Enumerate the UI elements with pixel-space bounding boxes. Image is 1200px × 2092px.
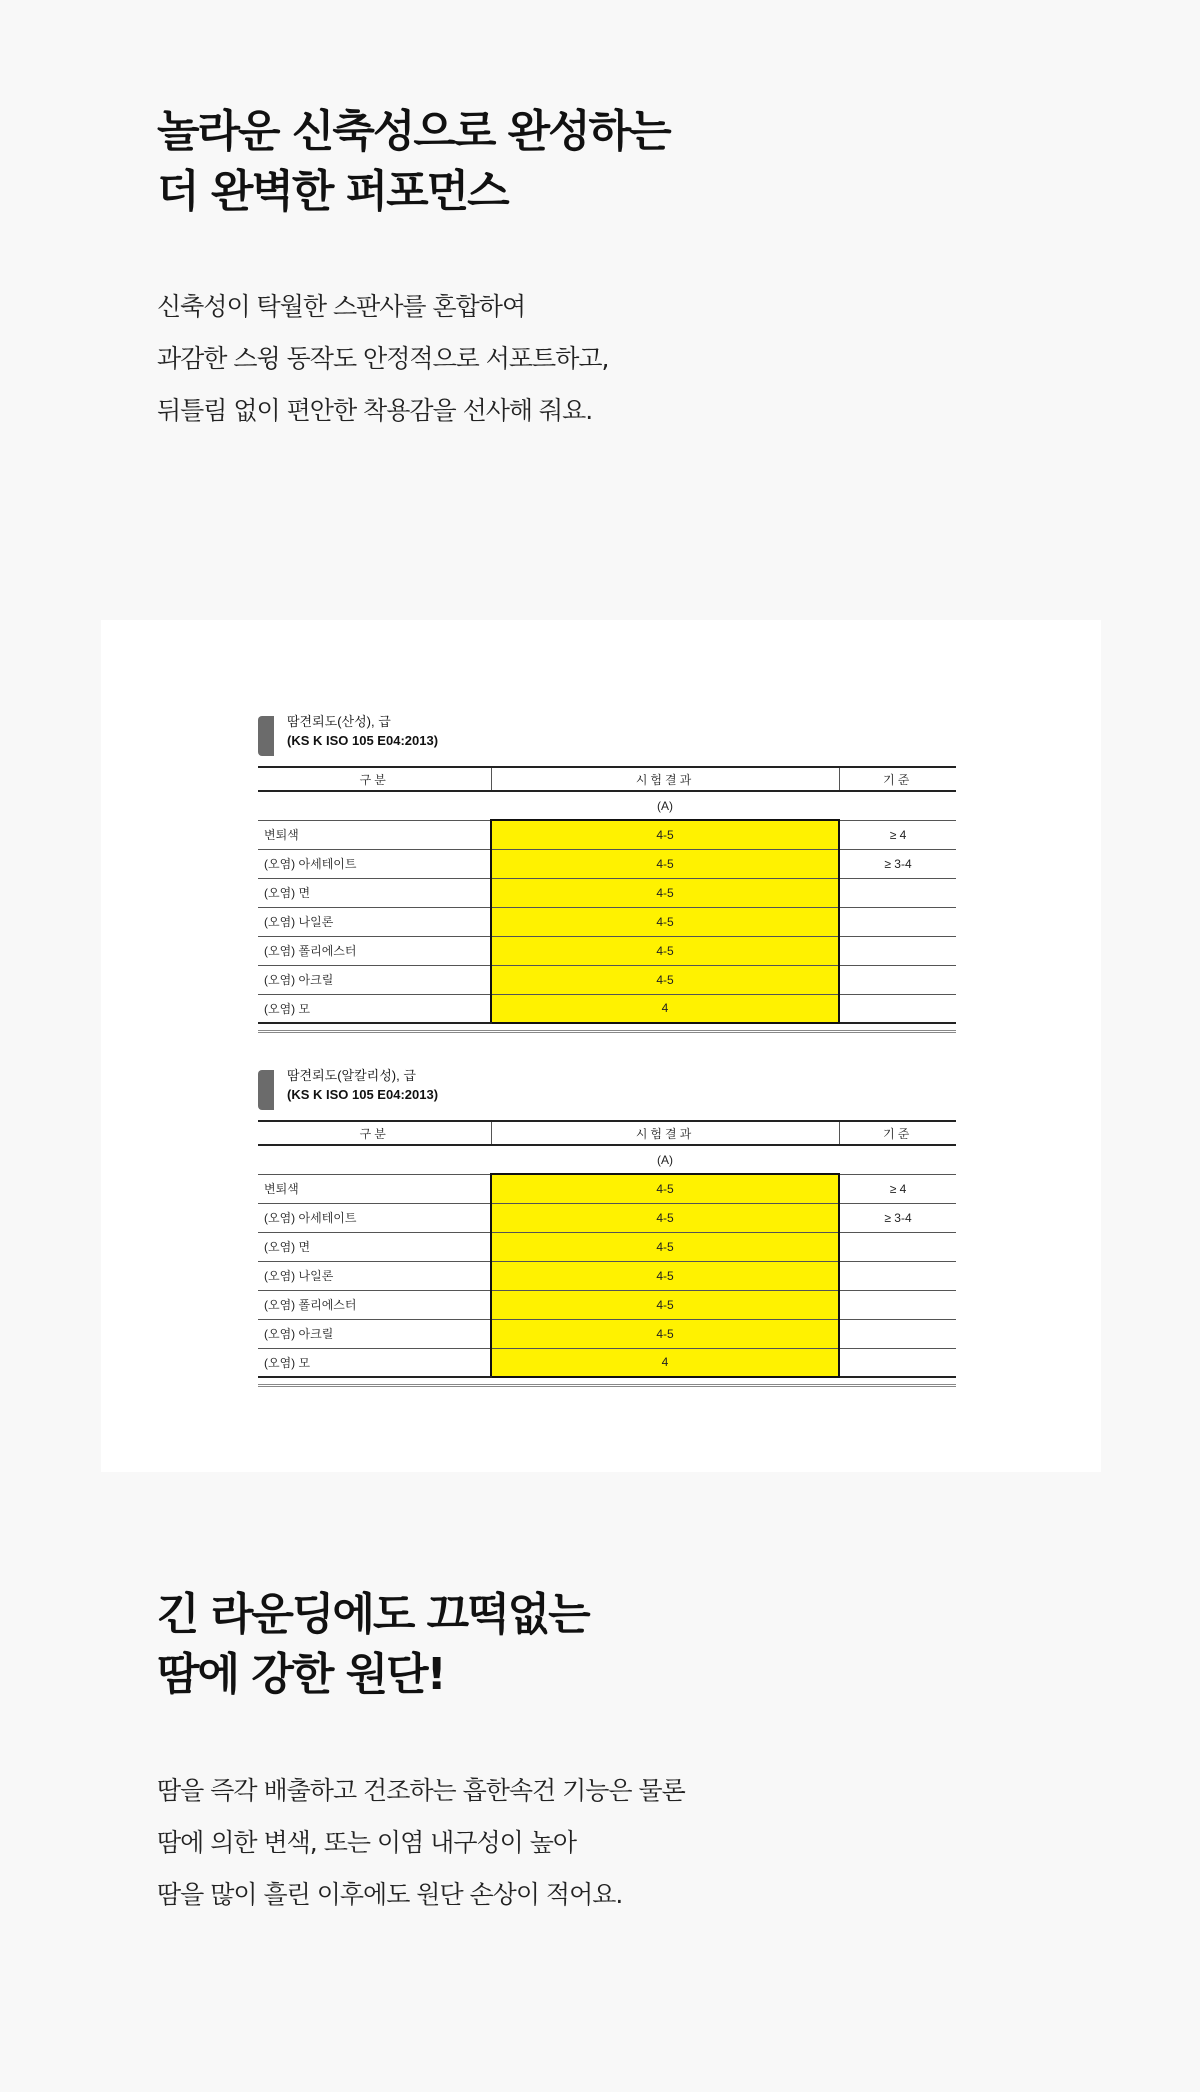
row-criteria — [839, 1290, 956, 1319]
row-result: 4-5 — [491, 1174, 839, 1203]
header-result: 시험결과 — [491, 1121, 839, 1145]
test-block-acid — [258, 712, 956, 1033]
row-result: 4-5 — [491, 820, 839, 849]
row-label: (오염) 아세테이트 — [258, 849, 491, 878]
test-standard: (KS K ISO 105 E04:2013) — [287, 733, 439, 748]
row-result: 4 — [491, 1348, 839, 1377]
results-table — [258, 1120, 956, 1378]
row-result: 4-5 — [491, 1290, 839, 1319]
table-header-row — [258, 767, 956, 791]
table-end-divider — [258, 1384, 956, 1387]
table-row — [258, 1348, 956, 1377]
headline-line: 긴 라운딩에도 끄떡없는 — [157, 1589, 589, 1640]
table-row — [258, 1232, 956, 1261]
body-line: 신축성이 탁월한 스판사를 혼합하여 — [157, 292, 526, 321]
headline-line: 땀에 강한 원단! — [157, 1649, 445, 1700]
header-criteria: 기준 — [839, 767, 956, 791]
subheader-label: (A) — [491, 1145, 839, 1174]
test-block-alkaline — [258, 1066, 956, 1387]
section1-body — [157, 281, 1057, 437]
test-standard: (KS K ISO 105 E04:2013) — [287, 1087, 439, 1102]
table-row — [258, 1319, 956, 1348]
table-row — [258, 907, 956, 936]
row-criteria — [839, 907, 956, 936]
row-label: (오염) 폴리에스터 — [258, 1290, 491, 1319]
row-criteria — [839, 1232, 956, 1261]
table-row — [258, 878, 956, 907]
title-marker-bar — [258, 716, 274, 756]
test-title: 땀견뢰도(알칼리성), 급 — [287, 1068, 416, 1083]
row-criteria — [839, 936, 956, 965]
row-label: (오염) 면 — [258, 878, 491, 907]
row-result: 4 — [491, 994, 839, 1023]
row-label: (오염) 나일론 — [258, 1261, 491, 1290]
header-result: 시험결과 — [491, 767, 839, 791]
row-result: 4-5 — [491, 936, 839, 965]
table-header-row — [258, 1121, 956, 1145]
test-block-title — [258, 712, 956, 758]
row-criteria: ≥ 3-4 — [839, 849, 956, 878]
header-criteria: 기준 — [839, 1121, 956, 1145]
table-row — [258, 1174, 956, 1203]
row-criteria — [839, 1261, 956, 1290]
row-criteria — [839, 1348, 956, 1377]
row-criteria — [839, 1319, 956, 1348]
headline-line: 더 완벽한 퍼포먼스 — [157, 166, 508, 217]
title-marker-bar — [258, 1070, 274, 1110]
header-category: 구분 — [258, 767, 491, 791]
table-end-divider — [258, 1030, 956, 1033]
row-criteria — [839, 878, 956, 907]
table-row — [258, 849, 956, 878]
table-subheader-row — [258, 791, 956, 820]
test-block-title — [258, 1066, 956, 1112]
row-criteria: ≥ 3-4 — [839, 1203, 956, 1232]
row-result: 4-5 — [491, 849, 839, 878]
table-row — [258, 936, 956, 965]
body-line: 땀을 많이 흘린 이후에도 원단 손상이 적어요. — [157, 1880, 623, 1909]
row-label: 변퇴색 — [258, 820, 491, 849]
row-criteria: ≥ 4 — [839, 1174, 956, 1203]
row-label: (오염) 아크릴 — [258, 1319, 491, 1348]
test-report-card — [101, 620, 1101, 1472]
test-title: 땀견뢰도(산성), 급 — [287, 714, 391, 729]
row-criteria — [839, 994, 956, 1023]
section1-headline — [157, 102, 1057, 222]
row-result: 4-5 — [491, 878, 839, 907]
row-label: (오염) 모 — [258, 1348, 491, 1377]
row-result: 4-5 — [491, 965, 839, 994]
row-label: (오염) 나일론 — [258, 907, 491, 936]
body-line: 땀을 즉각 배출하고 건조하는 흡한속건 기능은 물론 — [157, 1776, 685, 1805]
row-criteria — [839, 965, 956, 994]
row-result: 4-5 — [491, 1232, 839, 1261]
body-line: 뒤틀림 없이 편안한 착용감을 선사해 줘요. — [157, 396, 593, 425]
subheader-label: (A) — [491, 791, 839, 820]
table-row — [258, 1261, 956, 1290]
table-subheader-row — [258, 1145, 956, 1174]
row-label: (오염) 아세테이트 — [258, 1203, 491, 1232]
body-line: 과감한 스윙 동작도 안정적으로 서포트하고, — [157, 344, 609, 373]
row-label: (오염) 모 — [258, 994, 491, 1023]
section2-body — [157, 1765, 1057, 1921]
header-category: 구분 — [258, 1121, 491, 1145]
table-row — [258, 1203, 956, 1232]
row-label: (오염) 아크릴 — [258, 965, 491, 994]
row-result: 4-5 — [491, 1203, 839, 1232]
section2-headline — [157, 1585, 1057, 1705]
table-row — [258, 994, 956, 1023]
results-table — [258, 766, 956, 1024]
headline-line: 놀라운 신축성으로 완성하는 — [157, 106, 670, 157]
row-criteria: ≥ 4 — [839, 820, 956, 849]
body-line: 땀에 의한 변색, 또는 이염 내구성이 높아 — [157, 1828, 577, 1857]
row-result: 4-5 — [491, 907, 839, 936]
row-result: 4-5 — [491, 1261, 839, 1290]
table-row — [258, 965, 956, 994]
table-row — [258, 1290, 956, 1319]
row-result: 4-5 — [491, 1319, 839, 1348]
row-label: (오염) 폴리에스터 — [258, 936, 491, 965]
table-row — [258, 820, 956, 849]
row-label: (오염) 면 — [258, 1232, 491, 1261]
row-label: 변퇴색 — [258, 1174, 491, 1203]
